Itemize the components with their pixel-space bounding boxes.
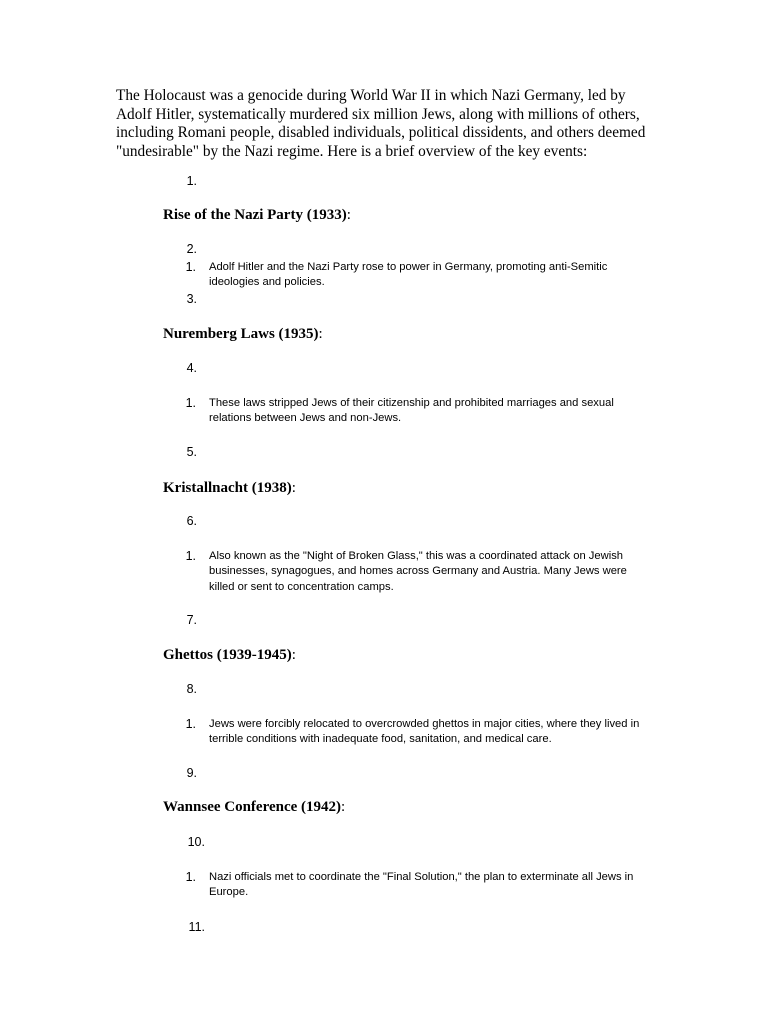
list-number: 11. xyxy=(188,920,205,934)
list-number: 10. xyxy=(187,835,205,849)
section-title-suffix: : xyxy=(318,326,323,342)
sub-list-number: 1. xyxy=(185,260,196,274)
section-title-suffix: : xyxy=(346,207,351,223)
section-heading xyxy=(163,479,296,497)
list-number: 9. xyxy=(186,766,197,780)
section-title-suffix: : xyxy=(291,480,296,496)
list-number: 8. xyxy=(186,682,197,696)
section-title: Ghettos (1939-1945) xyxy=(163,647,292,663)
sub-list-number: 1. xyxy=(185,549,196,563)
intro-paragraph: The Holocaust was a genocide during World War II in which Nazi Germany, led by Adolf Hitler, systematically murdered six million Jews, along with millions of others, including Romani people, disabled individuals, political dissidents, and others deemed "undesirable" by the Nazi regime. Here is a brief overview of the key events: xyxy=(116,87,646,160)
list-number: 6. xyxy=(186,514,197,528)
section-heading xyxy=(163,646,296,664)
list-number: 4. xyxy=(186,361,197,375)
section-title: Rise of the Nazi Party (1933) xyxy=(163,207,347,223)
section-description: Jews were forcibly relocated to overcrowded ghettos in major cities, where they lived in terrible conditions with inadequate food, sanitation, and medical care. xyxy=(209,718,640,746)
section-title: Nuremberg Laws (1935) xyxy=(163,326,319,342)
section-title-suffix: : xyxy=(341,799,346,815)
section-description: Nazi officials met to coordinate the "Final Solution," the plan to exterminate all Jews in Europe. xyxy=(209,871,634,899)
section-description: Adolf Hitler and the Nazi Party rose to power in Germany, promoting anti-Semitic ideologies and policies. xyxy=(209,261,608,289)
list-number: 5. xyxy=(186,445,197,459)
list-number: 2. xyxy=(186,242,197,256)
list-number: 1. xyxy=(186,174,197,188)
section-description: Also known as the "Night of Broken Glass," this was a coordinated attack on Jewish businesses, synagogues, and homes across Germany and Austria. Many Jews were killed or sent to concentration camps. xyxy=(209,550,627,593)
sub-list-number: 1. xyxy=(185,717,196,731)
section-description: These laws stripped Jews of their citizenship and prohibited marriages and sexual relations between Jews and non-Jews. xyxy=(209,397,614,425)
list-number: 3. xyxy=(186,292,197,306)
section-title-suffix: : xyxy=(291,647,296,663)
list-number: 7. xyxy=(186,613,197,627)
section-title: Kristallnacht (1938) xyxy=(163,480,292,496)
section-heading xyxy=(163,206,351,224)
section-heading xyxy=(163,325,323,343)
sub-list-number: 1. xyxy=(185,396,196,410)
section-heading xyxy=(163,798,345,816)
sub-list-number: 1. xyxy=(185,870,196,884)
section-title: Wannsee Conference (1942) xyxy=(163,799,342,815)
